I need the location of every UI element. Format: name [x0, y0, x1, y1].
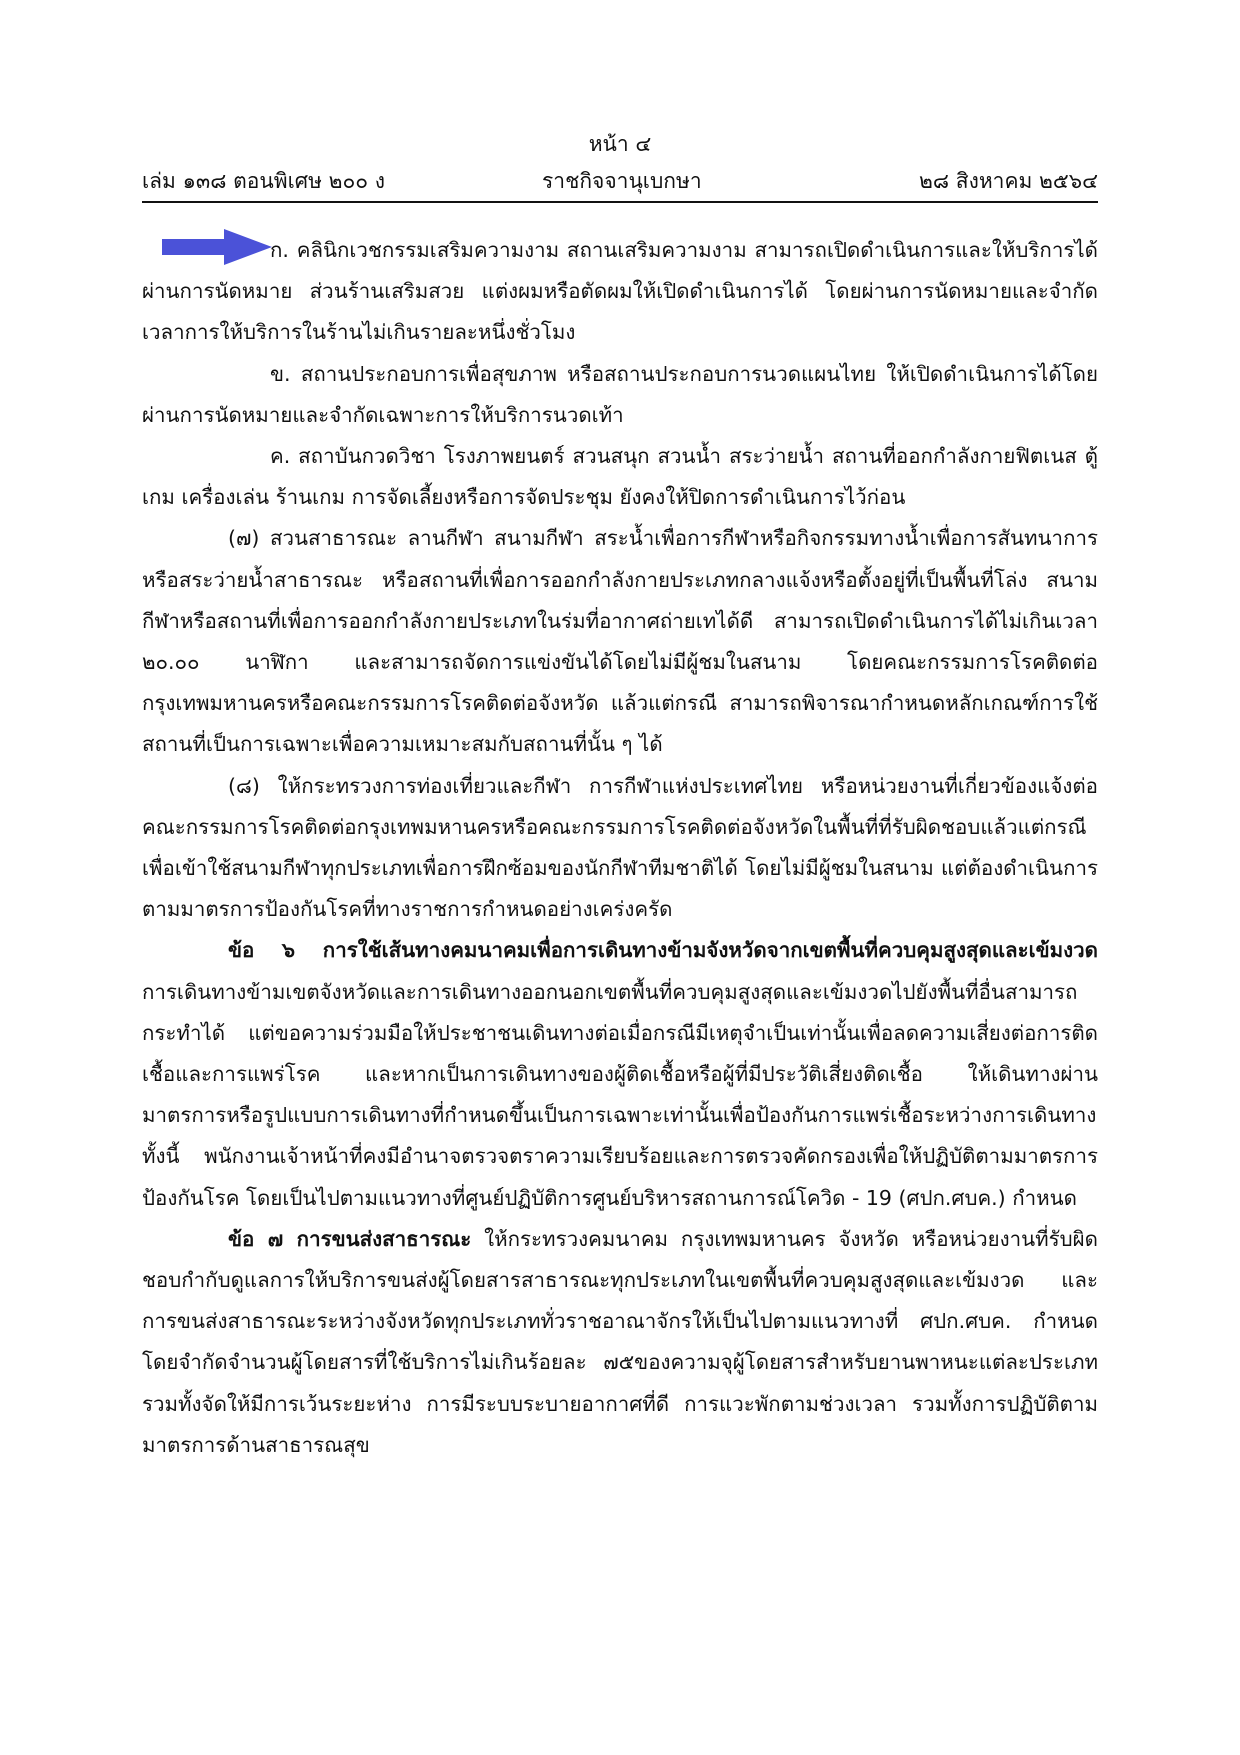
- page-header: [142, 165, 1098, 203]
- section-6-heading: ข้อ ๖ การใช้เส้นทางคมนาคมเพื่อการเดินทางข้ามจังหวัดจากเขตพื้นที่ควบคุมสูงสุดและเข้มงวด: [228, 938, 1098, 963]
- paragraph-item-7: (๗) สวนสาธารณะ ลานกีฬา สนามกีฬา สระน้ำเพื่อการกีฬาหรือกิจกรรมทางน้ำเพื่อการสันทนาการ หรือสระว่ายน้ำสาธารณะ หรือสถานที่เพื่อการออกกำลังกายประเภทกลางแจ้งหรือตั้งอยู่ที่เป็นพื้นที่โล่ง สนามกีฬาหรือสถานที่เพื่อการออกกำลังกายประเภทในร่มที่อากาศถ่ายเทได้ดี สามารถเปิดดำเนินการได้ไม่เกินเวลา ๒๐.๐๐ นาฬิกา และสามารถจัดการแข่งขันได้โดยไม่มีผู้ชมในสนาม โดยคณะกรรมการโรคติดต่อกรุงเทพมหานครหรือคณะกรรมการโรคติดต่อจังหวัด แล้วแต่กรณี สามารถพิจารณากำหนดหลักเกณฑ์การใช้สถานที่เป็นการเฉพาะเพื่อความเหมาะสมกับสถานที่นั้น ๆ ได้: [142, 526, 1098, 757]
- document-body: [142, 230, 1098, 1466]
- page-number: หน้า ๔: [588, 132, 652, 156]
- paragraph-ko: ก. คลินิกเวชกรรมเสริมความงาม สถานเสริมความงาม สามารถเปิดดำเนินการและให้บริการได้ผ่านการนัดหมาย ส่วนร้านเสริมสวย แต่งผมหรือตัดผมให้เปิดดำเนินการได้ โดยผ่านการนัดหมายและจำกัดเวลาการให้บริการในร้านไม่เกินรายละหนึ่งชั่วโมง: [142, 238, 1098, 345]
- section-7-text: ให้กระทรวงคมนาคม กรุงเทพมหานคร จังหวัด หรือหน่วยงานที่รับผิดชอบกำกับดูแลการให้บริการขนส่งผู้โดยสารสาธารณะทุกประเภทในเขตพื้นที่ควบคุมสูงสุดและเข้มงวด และการขนส่งสาธารณะระหว่างจังหวัดทุกประเภททั่วราชอาณาจักรให้เป็นไปตามแนวทางที่ ศปก.ศบค. กำหนด โดยจำกัดจำนวนผู้โดยสารที่ใช้บริการไม่เกินร้อยละ ๗๕ของความจุผู้โดยสารสำหรับยานพาหนะแต่ละประเภท รวมทั้งจัดให้มีการเว้นระยะห่าง การมีระบบระบายอากาศที่ดี การแวะพักตามช่วงเวลา รวมทั้งการปฏิบัติตามมาตรการด้านสาธารณสุข: [142, 1226, 1098, 1457]
- section-6-text: การเดินทางข้ามเขตจังหวัดและการเดินทางออกนอกเขตพื้นที่ควบคุมสูงสุดและเข้มงวดไปยังพื้นที่อื่นสามารถกระทำได้ แต่ขอความร่วมมือให้ประชาชนเดินทางต่อเมื่อกรณีมีเหตุจำเป็นเท่านั้นเพื่อลดความเสี่ยงต่อการติดเชื้อและการแพร่โรค และหากเป็นการเดินทางของผู้ติดเชื้อหรือผู้ที่มีประวัติเสี่ยงติดเชื้อ ให้เดินทางผ่านมาตรการหรือรูปแบบการเดินทางที่กำหนดขึ้นเป็นการเฉพาะเท่านั้นเพื่อป้องกันการแพร่เชื้อระหว่างการเดินทาง ทั้งนี้ พนักงานเจ้าหน้าที่คงมีอำนาจตรวจตราความเรียบร้อยและการตรวจคัดกรองเพื่อให้ปฏิบัติตามมาตรการป้องกันโรค โดยเป็นไปตามแนวทางที่ศูนย์ปฏิบัติการศูนย์บริหารสถานการณ์โควิด - 19 (ศปก.ศบค.) กำหนด: [142, 979, 1098, 1210]
- section-6: [142, 930, 1098, 1218]
- paragraph-item-8: (๘) ให้กระทรวงการท่องเที่ยวและกีฬา การกีฬาแห่งประเทศไทย หรือหน่วยงานที่เกี่ยวข้องแจ้งต่อคณะกรรมการโรคติดต่อกรุงเทพมหานครหรือคณะกรรมการโรคติดต่อจังหวัดในพื้นที่ที่รับผิดชอบแล้วแต่กรณี เพื่อเข้าใช้สนามกีฬาทุกประเภทเพื่อการฝึกซ้อมของนักกีฬาทีมชาติได้ โดยไม่มีผู้ชมในสนาม แต่ต้องดำเนินการตามมาตรการป้องกันโรคที่ทางราชการกำหนดอย่างเคร่งครัด: [142, 773, 1098, 922]
- header-date: ๒๘ สิงหาคม ๒๕๖๔: [919, 169, 1098, 193]
- paragraph-kho-khwai: ค. สถาบันกวดวิชา โรงภาพยนตร์ สวนสนุก สวนน้ำ สระว่ายน้ำ สถานที่ออกกำลังกายฟิตเนส ตู้เกม เครื่องเล่น ร้านเกม การจัดเลี้ยงหรือการจัดประชุม ยังคงให้ปิดการดำเนินการไว้ก่อน: [142, 444, 1098, 510]
- paragraph-kho: ข. สถานประกอบการเพื่อสุขภาพ หรือสถานประกอบการนวดแผนไทย ให้เปิดดำเนินการได้โดยผ่านการนัดหมายและจำกัดเฉพาะการให้บริการนวดเท้า: [142, 361, 1098, 427]
- section-7-heading: ข้อ ๗ การขนส่งสาธารณะ: [228, 1226, 472, 1251]
- header-volume: เล่ม ๑๓๘ ตอนพิเศษ ๒๐๐ ง: [142, 169, 386, 193]
- section-7: [142, 1219, 1098, 1466]
- header-publication: ราชกิจจานุเบกษา: [542, 169, 702, 193]
